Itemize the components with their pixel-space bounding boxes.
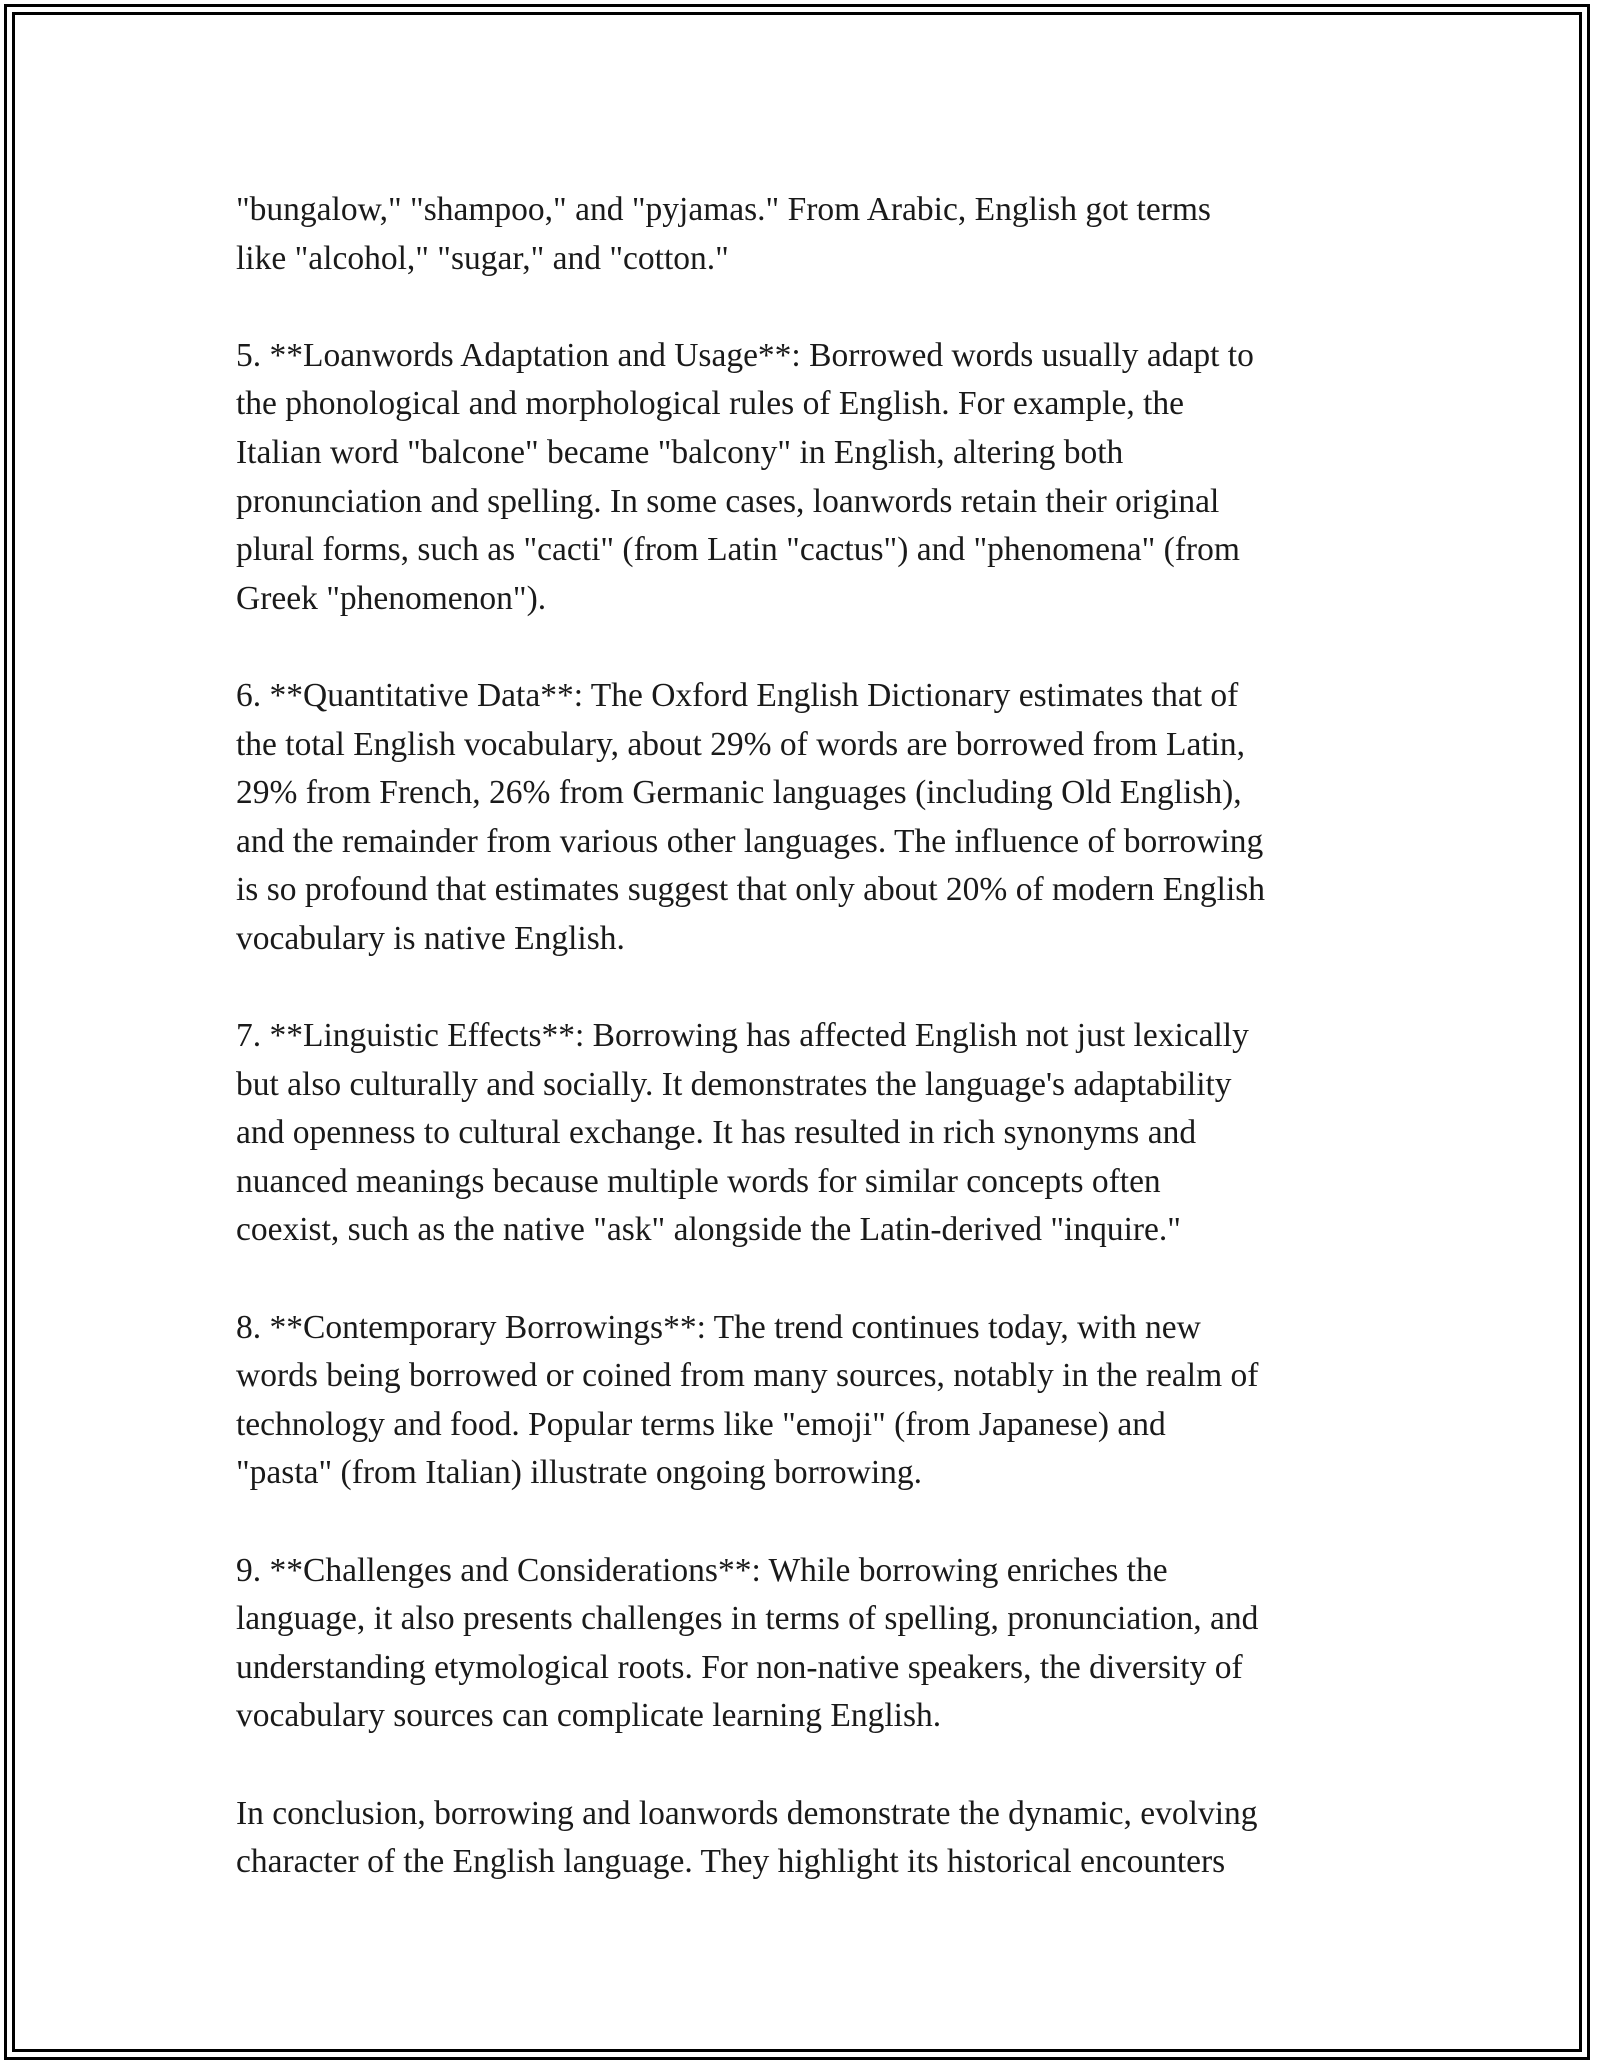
document-body: [236, 186, 1366, 1935]
text-line: 8. **Contemporary Borrowings**: The trend continues today, with new: [236, 1308, 1201, 1346]
text-line: vocabulary sources can complicate learning English.: [236, 1697, 942, 1735]
text-line: vocabulary is native English.: [236, 919, 625, 957]
text-line: like "alcohol," "sugar," and "cotton.": [236, 239, 729, 277]
text-line: plural forms, such as "cacti" (from Latin "cactus") and "phenomena" (from: [236, 531, 1240, 569]
text-line: coexist, such as the native "ask" alongside the Latin-derived "inquire.": [236, 1211, 1181, 1249]
text-line: and openness to cultural exchange. It has resulted in rich synonyms and: [236, 1114, 1197, 1152]
text-line: 7. **Linguistic Effects**: Borrowing has affected English not just lexically: [236, 1017, 1249, 1055]
text-line: the phonological and morphological rules of English. For example, the: [236, 385, 1185, 423]
paragraph-contemporary-borrowings: [236, 1304, 1366, 1498]
text-line: 6. **Quantitative Data**: The Oxford English Dictionary estimates that of: [236, 676, 1239, 714]
text-line: 29% from French, 26% from Germanic languages (including Old English),: [236, 774, 1242, 812]
text-line: 9. **Challenges and Considerations**: While borrowing enriches the: [236, 1551, 1168, 1589]
text-line: technology and food. Popular terms like "emoji" (from Japanese) and: [236, 1405, 1166, 1443]
text-line: language, it also presents challenges in terms of spelling, pronunciation, and: [236, 1600, 1259, 1638]
text-line: words being borrowed or coined from many sources, notably in the realm of: [236, 1357, 1259, 1395]
paragraph-loanwords-adaptation: [236, 332, 1366, 624]
paragraph-continuation: [236, 186, 1366, 283]
text-line: "bungalow," "shampoo," and "pyjamas." From Arabic, English got terms: [236, 191, 1211, 228]
text-line: the total English vocabulary, about 29% of words are borrowed from Latin,: [236, 725, 1246, 763]
text-line: pronunciation and spelling. In some cases, loanwords retain their original: [236, 482, 1220, 520]
text-line: character of the English language. They highlight its historical encounters: [236, 1843, 1226, 1881]
text-line: and the remainder from various other languages. The influence of borrowing: [236, 822, 1264, 860]
text-line: "pasta" (from Italian) illustrate ongoing borrowing.: [236, 1454, 923, 1492]
text-line: In conclusion, borrowing and loanwords demonstrate the dynamic, evolving: [236, 1794, 1258, 1832]
text-line: Italian word "balcone" became "balcony" in English, altering both: [236, 433, 1124, 471]
text-line: but also culturally and socially. It demonstrates the language's adaptability: [236, 1065, 1232, 1103]
paragraph-conclusion: [236, 1790, 1366, 1887]
text-line: Greek "phenomenon").: [236, 579, 547, 617]
paragraph-challenges: [236, 1547, 1366, 1741]
paragraph-linguistic-effects: [236, 1012, 1366, 1255]
text-line: understanding etymological roots. For non-native speakers, the diversity of: [236, 1648, 1243, 1686]
text-line: is so profound that estimates suggest that only about 20% of modern English: [236, 871, 1266, 909]
text-line: nuanced meanings because multiple words for similar concepts often: [236, 1162, 1161, 1200]
text-line: 5. **Loanwords Adaptation and Usage**: Borrowed words usually adapt to: [236, 336, 1254, 374]
paragraph-quantitative-data: [236, 672, 1366, 964]
